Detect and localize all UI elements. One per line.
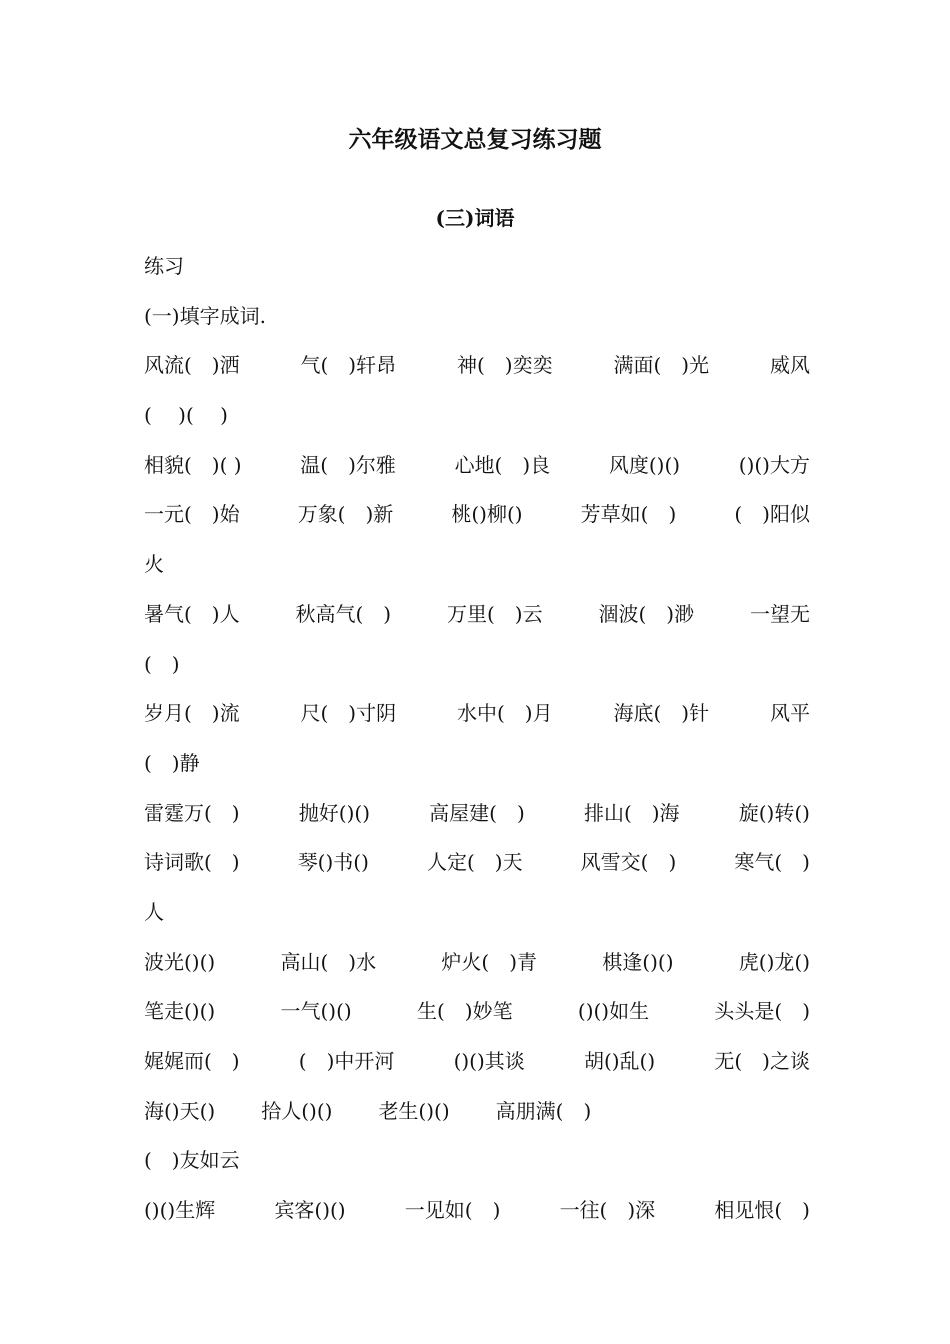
section-subtitle: (三)词语 bbox=[435, 206, 515, 230]
word-blank: 岁月( )流 bbox=[144, 701, 240, 726]
word-blank: 虎()龙() bbox=[738, 949, 810, 974]
word-blank: 一望无 bbox=[750, 601, 810, 626]
word-blank: 涸波( )渺 bbox=[598, 601, 695, 626]
word-blank: 棋逢()() bbox=[602, 949, 674, 974]
word-blank: 抛好()() bbox=[298, 800, 370, 825]
exercise-line bbox=[144, 797, 810, 847]
exercise-line bbox=[144, 498, 810, 548]
exercise-line bbox=[144, 946, 810, 996]
exercise-line bbox=[144, 598, 810, 648]
exercise-line bbox=[144, 1144, 810, 1194]
word-blank: 一气()() bbox=[280, 999, 352, 1024]
exercise-line bbox=[144, 349, 810, 399]
word-blank: 气( )轩昂 bbox=[300, 353, 397, 378]
exercise-line bbox=[144, 1095, 810, 1145]
exercise-line bbox=[144, 697, 810, 747]
word-blank: 火 bbox=[144, 552, 164, 577]
word-blank: 雷霆万( ) bbox=[144, 800, 240, 825]
exercise-line bbox=[144, 846, 810, 896]
word-blank: 人定( )天 bbox=[426, 850, 523, 875]
word-blank: 相貌( )( ) bbox=[144, 452, 242, 477]
word-blank: 风平 bbox=[770, 701, 810, 726]
word-blank: 尺( )寸阴 bbox=[300, 701, 397, 726]
exercise-line bbox=[144, 995, 810, 1045]
exercise-line bbox=[144, 747, 810, 797]
word-blank: 神( )奕奕 bbox=[457, 353, 553, 378]
word-blank: ( )友如云 bbox=[144, 1148, 240, 1173]
word-blank: 万象( )新 bbox=[297, 502, 394, 527]
exercise-content bbox=[144, 250, 810, 1244]
exercise-line bbox=[144, 1194, 810, 1244]
word-blank: 寒气( ) bbox=[734, 850, 810, 875]
word-blank: 高朋满( ) bbox=[495, 1098, 592, 1123]
word-blank: 无( )之谈 bbox=[714, 1049, 810, 1073]
word-blank: ()()生辉 bbox=[144, 1198, 216, 1223]
word-blank: 满面( )光 bbox=[613, 353, 710, 378]
word-blank: 宾客()() bbox=[274, 1198, 346, 1223]
word-blank: 一元( )始 bbox=[144, 502, 240, 527]
word-blank: ( )中开河 bbox=[298, 1049, 395, 1073]
word-blank: ( )( ) bbox=[144, 403, 228, 428]
word-blank: ( )静 bbox=[144, 750, 200, 775]
word-blank: 娓娓而( ) bbox=[144, 1049, 240, 1073]
word-blank: 胡()乱() bbox=[583, 1049, 656, 1073]
word-blank: 一往( )深 bbox=[559, 1198, 656, 1223]
word-blank: ( )阳似 bbox=[734, 502, 810, 527]
word-blank: 波光()() bbox=[144, 949, 216, 974]
word-blank: 诗词歌( ) bbox=[144, 850, 240, 875]
word-blank: 头头是( ) bbox=[714, 999, 810, 1024]
word-blank: 一见如( ) bbox=[404, 1198, 501, 1223]
word-blank: 琴()书() bbox=[297, 850, 369, 875]
word-blank: ( ) bbox=[144, 651, 180, 676]
word-blank: 风雪交( ) bbox=[580, 850, 677, 875]
word-blank: 风流( )洒 bbox=[144, 353, 240, 378]
word-blank: ()()大方 bbox=[738, 452, 810, 477]
word-blank: 秋高气( ) bbox=[295, 601, 392, 626]
word-blank: 威风 bbox=[770, 353, 810, 378]
word-blank: 万里( )云 bbox=[447, 601, 543, 626]
word-blank: 芳草如( ) bbox=[580, 502, 677, 527]
exercise-line bbox=[144, 896, 810, 946]
word-blank: 炉火( )青 bbox=[441, 949, 537, 974]
word-blank: 温( )尔雅 bbox=[300, 452, 396, 477]
word-blank: 生( )妙笔 bbox=[417, 999, 513, 1024]
exercise-line bbox=[144, 648, 810, 698]
section-label: 练习 bbox=[144, 254, 184, 278]
exercise-line bbox=[144, 548, 810, 598]
word-blank: 高山( )水 bbox=[280, 949, 377, 974]
word-blank: 海底( )针 bbox=[613, 701, 710, 726]
word-blank: 桃()柳() bbox=[451, 502, 523, 527]
word-blank: ()()其谈 bbox=[453, 1049, 525, 1073]
word-blank: 暑气( )人 bbox=[144, 601, 240, 626]
word-blank: 排山( )海 bbox=[583, 800, 680, 825]
exercise-line bbox=[144, 449, 810, 499]
word-blank: 高屋建( ) bbox=[429, 800, 525, 825]
page-title: 六年级语文总复习练习题 bbox=[348, 126, 602, 153]
exercise-line bbox=[144, 1045, 810, 1095]
word-blank: 旋()转() bbox=[738, 800, 810, 825]
word-blank: ()()如生 bbox=[577, 999, 650, 1024]
word-blank: 心地( )良 bbox=[454, 452, 551, 477]
word-blank: 相见恨( ) bbox=[714, 1198, 810, 1223]
exercise-line bbox=[144, 399, 810, 449]
word-blank: 拾人()() bbox=[261, 1098, 333, 1123]
word-blank: 人 bbox=[144, 899, 164, 924]
word-blank: 水中( )月 bbox=[457, 701, 553, 726]
word-blank: 笔走()() bbox=[144, 999, 216, 1024]
word-blank: 海()天() bbox=[144, 1098, 216, 1123]
word-blank: 老生()() bbox=[378, 1098, 450, 1123]
part-label: (一)填字成词. bbox=[144, 303, 266, 328]
word-blank: 风度()() bbox=[608, 452, 681, 477]
